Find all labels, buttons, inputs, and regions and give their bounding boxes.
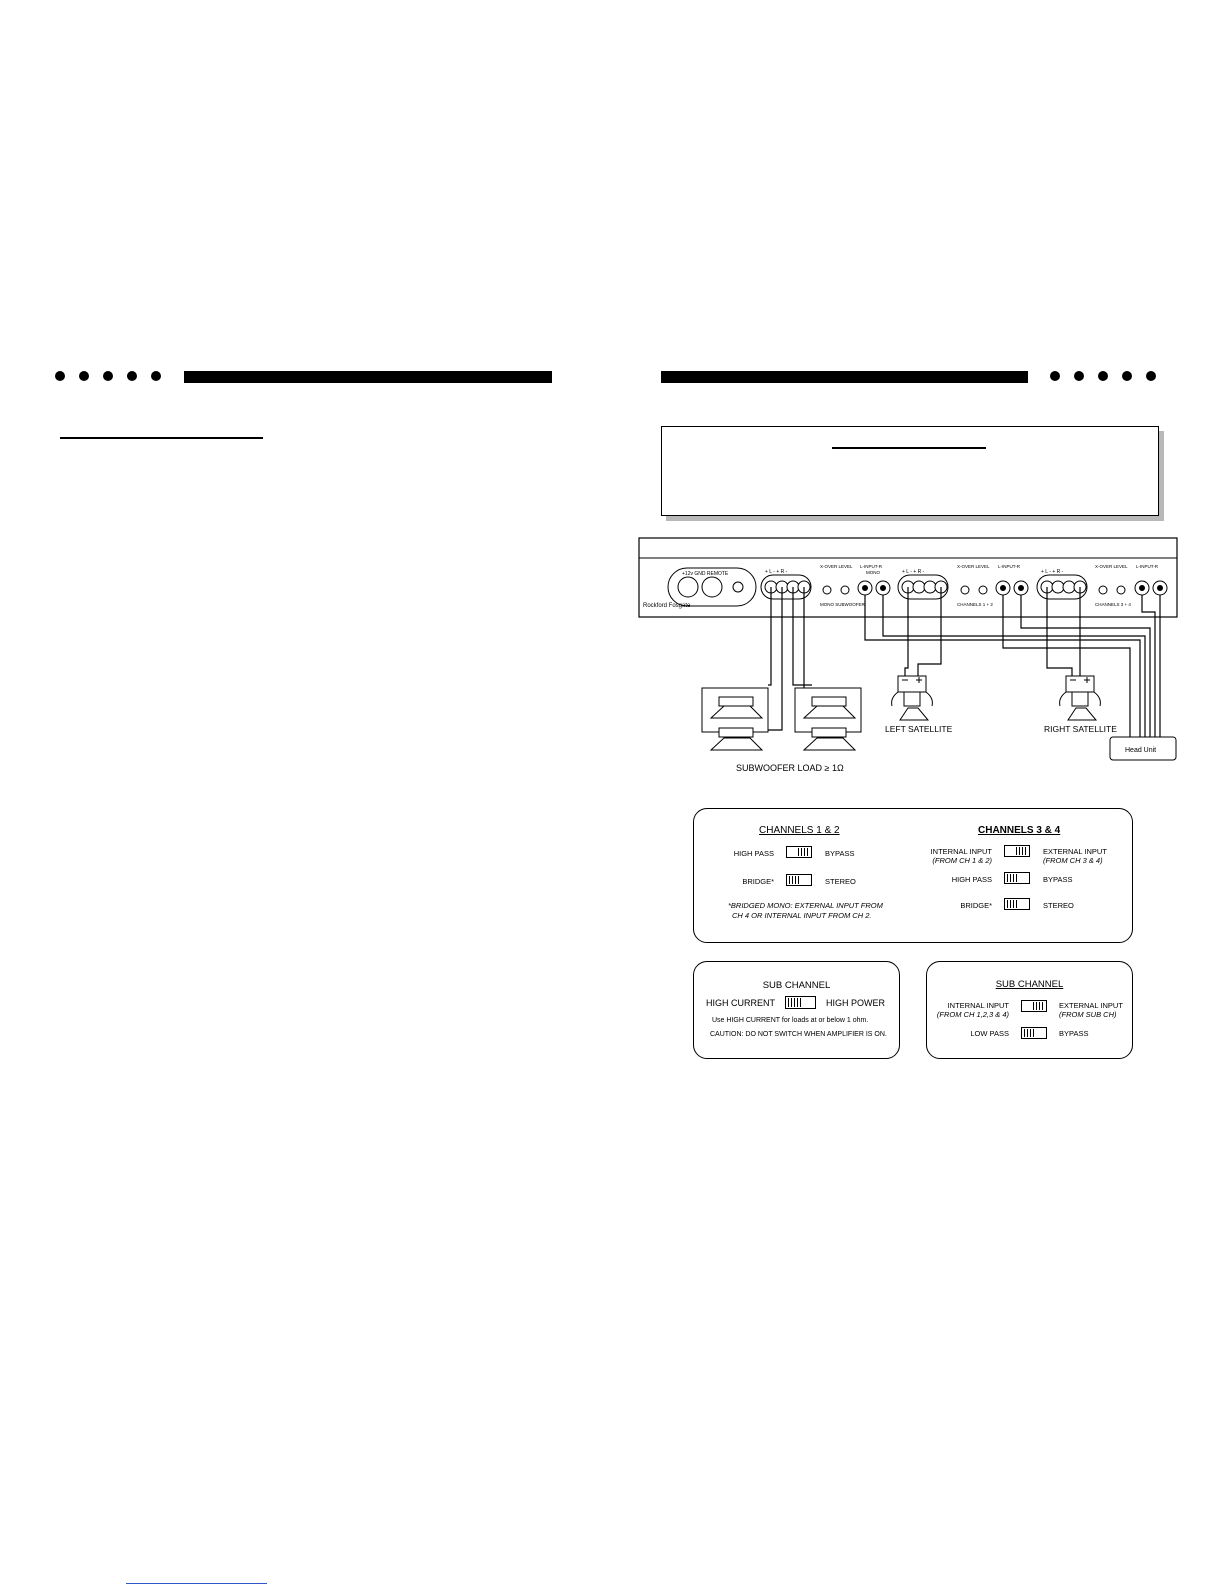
sub2-row1-right-a: EXTERNAL INPUT <box>1059 1001 1123 1010</box>
ch12-row1-left: HIGH PASS <box>733 849 774 858</box>
subwoofer-right <box>795 688 861 750</box>
ch12-xover-knob <box>961 586 969 594</box>
ch12-input-label: L-INPUT-R <box>998 564 1021 569</box>
sub-level-knob <box>841 586 849 594</box>
title-box <box>661 426 1159 516</box>
switch-panel-sub-input <box>926 961 1133 1059</box>
ch34-xover-label: X-OVER LEVEL <box>1095 564 1128 569</box>
ch34-row2-left: HIGH PASS <box>951 875 992 884</box>
ch12-note-2: CH 4 OR INTERNAL INPUT FROM CH 2. <box>732 911 872 920</box>
ch34-row1-left-b: (FROM CH 1 & 2) <box>932 856 992 865</box>
sub-high-current-power-switch[interactable] <box>785 996 816 1009</box>
ch34-bridge-stereo-switch[interactable] <box>1004 898 1030 910</box>
ch12-note-1: *BRIDGED MONO: EXTERNAL INPUT FROM <box>728 901 883 910</box>
ch12-level-knob <box>979 586 987 594</box>
ch34-title: CHANNELS 3 & 4 <box>978 825 1061 836</box>
header-bar-left <box>184 371 552 383</box>
switch-panel-sub-power <box>693 961 900 1059</box>
ch34-row2-right: BYPASS <box>1043 875 1073 884</box>
ch12-rca-jack-center <box>1018 585 1024 591</box>
wiring-diagram <box>630 530 1190 780</box>
ch12-xover-label: X-OVER LEVEL <box>957 564 990 569</box>
sub2-row1-left-a: INTERNAL INPUT <box>947 1001 1009 1010</box>
sub2-title: SUB CHANNEL <box>995 979 1064 990</box>
switch-panel-channels <box>693 808 1133 943</box>
sub2-row1-right-b: (FROM SUB CH) <box>1059 1010 1117 1019</box>
sub-input-switch[interactable] <box>1021 1000 1047 1012</box>
power-terminal-remote <box>733 582 743 592</box>
sub-speaker-label: + L - + R - <box>765 569 788 575</box>
ch34-row1-right-a: EXTERNAL INPUT <box>1043 847 1107 856</box>
ch34-row3-left: BRIDGE* <box>960 901 992 910</box>
ch12-terminal <box>924 581 936 593</box>
bullet-dot <box>1050 371 1060 381</box>
brand-label: Rockford Fosgate <box>643 603 691 609</box>
ch12-row2-left: BRIDGE* <box>742 877 774 886</box>
title-box-underline <box>832 447 986 449</box>
bullet-dot <box>1146 371 1156 381</box>
right-satellite-speaker <box>1060 676 1101 720</box>
ch34-rca-jack-center <box>1139 585 1145 591</box>
ch34-highpass-bypass-switch[interactable] <box>1004 872 1030 884</box>
sub-lowpass-bypass-switch[interactable] <box>1021 1027 1047 1039</box>
sub-input-label-2: MONO <box>866 570 880 575</box>
ch34-row1-left-a: INTERNAL INPUT <box>930 847 992 856</box>
sub2-row2-left: LOW PASS <box>970 1029 1009 1038</box>
bullet-dot <box>127 371 137 381</box>
power-terminal-12v <box>678 577 698 597</box>
sub-xover-knob <box>823 586 831 594</box>
left-satellite-label: LEFT SATELLITE <box>885 724 953 734</box>
bullet-dot <box>1074 371 1084 381</box>
ch34-input-label: L-INPUT-R <box>1136 564 1159 569</box>
ch34-terminal <box>1052 581 1064 593</box>
sub1-note-2: CAUTION: DO NOT SWITCH WHEN AMPLIFIER IS ON. <box>710 1031 887 1038</box>
ch12-rca-jack-center <box>1000 585 1006 591</box>
ch12-title: CHANNELS 1 & 2 <box>759 825 840 836</box>
sub1-title: SUB CHANNEL <box>762 980 831 991</box>
right-satellite-label: RIGHT SATELLITE <box>1044 724 1117 734</box>
sub-section-label: MONO SUBWOOFER <box>820 602 865 607</box>
ch12-speaker-label: + L - + R - <box>902 569 925 575</box>
ch34-section-label: CHANNELS 3 + 4 <box>1095 602 1131 607</box>
ch12-bridge-stereo-switch[interactable] <box>786 874 812 886</box>
sub-rca-jack-center <box>862 585 868 591</box>
sub-rca-jack-center <box>880 585 886 591</box>
sub1-right: HIGH POWER <box>826 998 886 1008</box>
header-bar-right <box>661 371 1028 383</box>
sub2-row2-right: BYPASS <box>1059 1029 1089 1038</box>
bullet-dot <box>103 371 113 381</box>
sub2-row1-left-b: (FROM CH 1,2,3 & 4) <box>936 1010 1009 1019</box>
ch34-level-knob <box>1117 586 1125 594</box>
sub-input-label: L-INPUT-R <box>860 564 883 569</box>
sub1-note-1: Use HIGH CURRENT for loads at or below 1 ohm. <box>712 1017 869 1024</box>
ch34-speaker-label: + L - + R - <box>1041 569 1064 575</box>
bullet-dot <box>1122 371 1132 381</box>
power-terminal-label: +12v GND REMOTE <box>682 571 729 577</box>
ch12-highpass-bypass-switch[interactable] <box>786 846 812 858</box>
ch12-section-label: CHANNELS 1 + 2 <box>957 602 993 607</box>
ch12-terminal <box>913 581 925 593</box>
ch34-row1-right-b: (FROM CH 3 & 4) <box>1043 856 1103 865</box>
ch12-row1-right: BYPASS <box>825 849 855 858</box>
ch34-rca-jack-center <box>1157 585 1163 591</box>
sub1-left: HIGH CURRENT <box>706 998 775 1008</box>
ch34-terminal <box>1063 581 1075 593</box>
bullet-dot <box>151 371 161 381</box>
bullet-dot <box>55 371 65 381</box>
left-heading-underline <box>60 437 263 439</box>
ch34-xover-knob <box>1099 586 1107 594</box>
head-unit-label: Head Unit <box>1125 747 1157 754</box>
bullet-dot <box>1098 371 1108 381</box>
ch12-row2-right: STEREO <box>825 877 856 886</box>
subwoofer-load-label: SUBWOOFER LOAD ≥ 1Ω <box>736 763 844 773</box>
bullet-dot <box>79 371 89 381</box>
subwoofer-left <box>702 688 768 750</box>
left-satellite-speaker <box>892 676 933 720</box>
sub-xover-label: X-OVER LEVEL <box>820 564 853 569</box>
power-terminal-gnd <box>702 577 722 597</box>
ch34-row3-right: STEREO <box>1043 901 1074 910</box>
ch34-input-switch[interactable] <box>1004 845 1030 857</box>
